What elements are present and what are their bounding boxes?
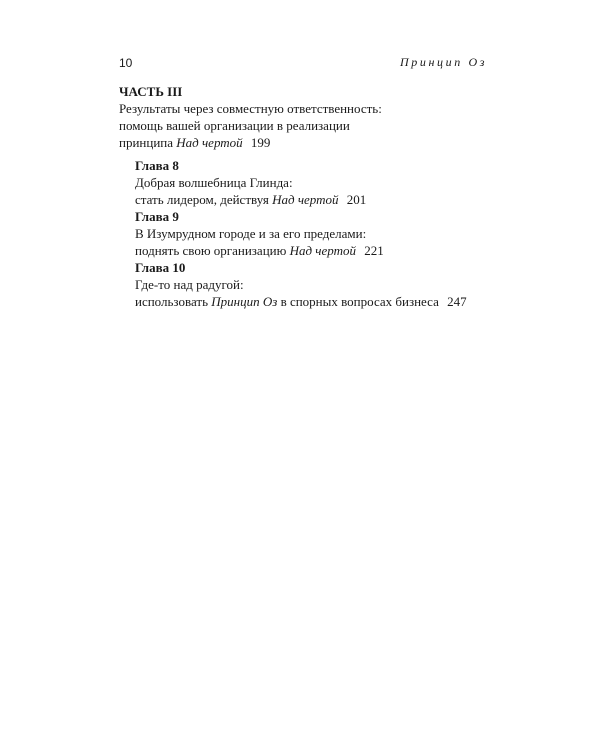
chapter-title-line-1: Где-то над радугой: — [135, 277, 244, 292]
chapter-page-number: 247 — [447, 294, 467, 309]
part-title-line-3-text — [119, 135, 243, 150]
part-title-line-3 — [119, 134, 486, 151]
part-title-line-2: помощь вашей организации в реализации — [119, 118, 350, 133]
chapter-title — [135, 276, 486, 310]
chapter-title-italic: Принцип Оз — [211, 294, 278, 309]
chapter-label: Глава 9 — [135, 209, 179, 224]
chapter-title — [135, 225, 486, 259]
chapter-title-line-1: В Изумрудном городе и за его пределами: — [135, 226, 367, 241]
chapter-page-number: 221 — [364, 243, 384, 258]
page-number: 10 — [119, 56, 133, 70]
part-title-italic: Над чертой — [176, 135, 243, 150]
part-title-line-1: Результаты через совместную ответственность: — [119, 101, 382, 116]
chapter-title-line-2 — [135, 191, 486, 208]
part-page-number: 199 — [250, 135, 271, 150]
chapter-list — [135, 157, 486, 310]
chapter-page-number: 201 — [346, 192, 367, 207]
chapter-title-line-2-text — [135, 294, 439, 309]
chapter-title-italic: Над чертой — [272, 192, 339, 207]
toc-entry-chapter-9 — [135, 208, 486, 259]
chapter-title-prefix: использовать — [135, 294, 212, 309]
table-of-contents — [119, 83, 486, 310]
chapter-label: Глава 8 — [135, 158, 179, 173]
chapter-title-suffix: в спорных вопросах бизнеса — [277, 294, 439, 309]
part-title — [119, 100, 486, 151]
chapter-title-line-2 — [135, 293, 486, 310]
chapter-label: Глава 10 — [135, 260, 186, 275]
toc-entry-chapter-10 — [135, 259, 486, 310]
chapter-title-line-1: Добрая волшебница Глинда: — [135, 175, 293, 190]
chapter-title — [135, 174, 486, 208]
chapter-title-prefix: поднять свою организацию — [135, 243, 290, 258]
running-title: Принцип Оз — [400, 55, 487, 69]
part-title-prefix: принципа — [119, 135, 177, 150]
chapter-title-italic: Над чертой — [289, 243, 356, 258]
chapter-title-line-2-text — [135, 243, 356, 258]
toc-entry-chapter-8 — [135, 157, 486, 208]
chapter-title-prefix: стать лидером, действуя — [135, 192, 273, 207]
chapter-title-line-2 — [135, 242, 486, 259]
chapter-title-line-2-text — [135, 192, 339, 207]
part-heading: ЧАСТЬ III — [119, 84, 183, 99]
